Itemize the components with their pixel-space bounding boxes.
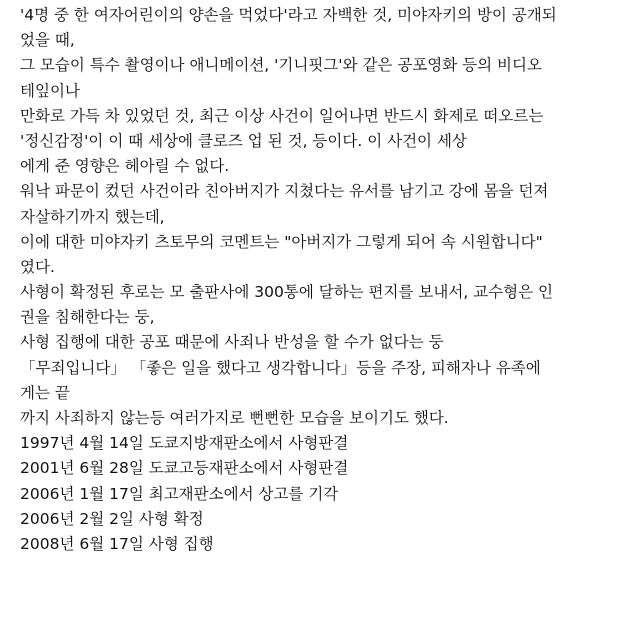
text-line: 였다. <box>20 257 55 276</box>
text-line: 만화로 가득 차 있었던 것, 최근 이상 사건이 일어나면 반드시 화제로 떠오르는 <box>20 106 544 125</box>
timeline-entry: 2006년 2월 2일 사형 확정 <box>20 509 204 528</box>
text-line: 까지 사죄하지 않는등 여러가지로 뻔뻔한 모습을 보이기도 했다. <box>20 409 449 427</box>
timeline-entry: 2006년 1월 17일 최고재판소에서 상고를 기각 <box>20 484 339 503</box>
timeline-entry: 2008년 6월 17일 사형 집행 <box>20 534 214 553</box>
text-line: 에게 준 영향은 헤아릴 수 없다. <box>20 157 230 176</box>
text-line: '정신감정'이 이 때 세상에 클로즈 업 된 것, 등이다. 이 사건이 세상 <box>20 131 467 150</box>
timeline-entry: 1997년 4월 14일 도쿄지방재판소에서 사형판결 <box>20 434 349 453</box>
text-line: '4명 중 한 여자어린이의 양손을 먹었다'라고 자백한 것, 미야자키의 방이 공개되 <box>20 6 557 24</box>
text-line: 이에 대한 미야자키 츠토무의 코멘트는 "아버지가 그렇게 되어 속 시원합니다" <box>20 232 543 251</box>
text-line: 테잎이나 <box>20 81 80 100</box>
document-body <box>20 3 632 557</box>
text-line: 그 모습이 특수 촬영이나 애니메이션, '기니핏그'와 같은 공포영화 등의 비디오 <box>20 56 542 75</box>
timeline-entry: 2001년 6월 28일 도쿄고등재판소에서 사형판결 <box>20 459 349 478</box>
text-line: 자살하기까지 했는데, <box>20 207 165 226</box>
text-line: 권을 침해한다는 둥, <box>20 308 155 327</box>
text-line: 사형이 확정된 후로는 모 출판사에 300통에 달하는 편지를 보내서, 교수형은 인 <box>20 283 553 302</box>
text-line: 사형 집행에 대한 공포 때문에 사죄나 반성을 할 수가 없다는 둥 <box>20 333 444 352</box>
text-line: 「무죄입니다」 「좋은 일을 했다고 생각합니다」등을 주장, 피해자나 유족에 <box>20 358 541 377</box>
text-line: 었을 때, <box>20 31 75 50</box>
text-line: 게는 끝 <box>20 383 70 402</box>
text-line: 워낙 파문이 컸던 사건이라 친아버지가 지쳤다는 유서를 남기고 강에 몸을 던져 <box>20 182 549 201</box>
